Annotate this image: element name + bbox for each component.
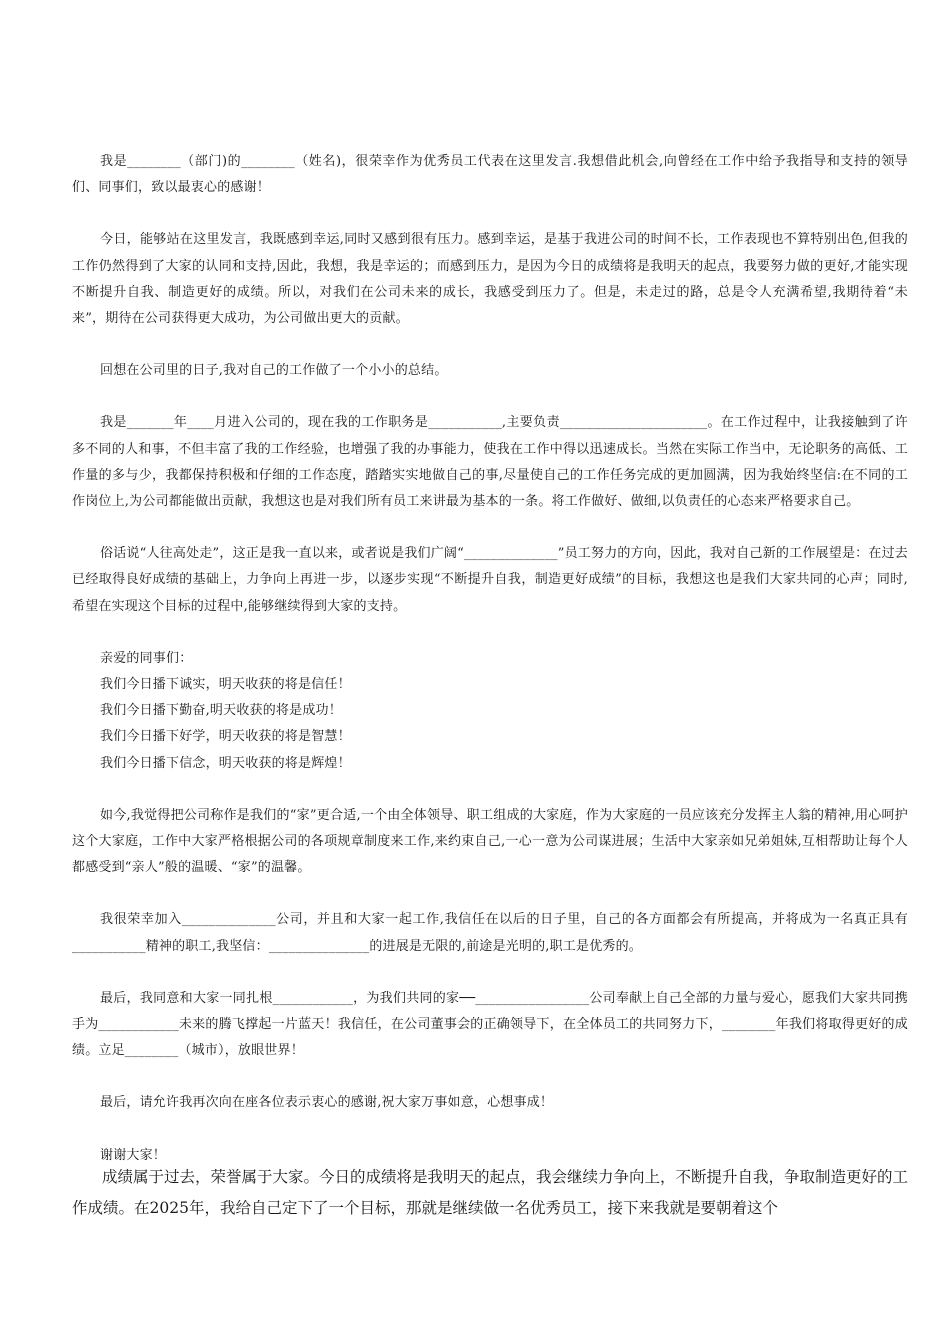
paragraph-gap [72,332,908,358]
paragraph-gap [72,384,908,410]
paragraph-gap [72,1117,908,1143]
paragraph-gap [72,960,908,986]
closing-paragraph: 成绩属于过去，荣誉属于大家。今日的成绩将是我明天的起点，我会继续力争向上，不断提升自我，争取制造更好的工作成绩。在2025年，我给自己定下了一个目标，那就是继续做一名优秀员工，接下来我就是要朝着这个 [72,1168,909,1217]
verse-line: 我们今日播下勤奋,明天收获的将是成功！ [100,703,342,719]
paragraph-company-family: 如今,我觉得把公司称作是我们的“家”更合适,一个由全体领导、职工组成的大家庭，作为大家庭的一员应该充分发挥主人翁的精神,用心呵护这个大家庭，工作中大家严格根据公司的各项规章制度来工作,来约束自己,一心一意为公司谋进展；生活中大家亲如兄弟姐妹,互相帮助让每个人都感受到“亲人”般的温暖、“家”的温馨。 [72,807,908,876]
paragraph-gap [72,515,908,541]
paragraph-final-thanks: 谢谢大家！ [100,1147,167,1163]
verse-line: 我们今日播下信念，明天收获的将是辉煌！ [100,755,351,771]
verse-greeting: 亲爱的同事们： [100,650,193,666]
paragraph-gap [72,201,908,227]
verse-line: 我们今日播下诚实，明天收获的将是信任！ [100,677,351,693]
verse-line: 我们今日播下好学，明天收获的将是智慧！ [100,729,351,745]
speech-body [72,149,908,1169]
paragraph-honor: 我很荣幸加入______________公司，并且和大家一起工作,我信任在以后的日子里，自己的各方面都会有所提高，并将成为一名真正具有___________精神的职工,我坚信：_______________的进展是无限的,前途是光明的,职工是优秀的。 [72,912,908,954]
paragraph-summary-intro: 回想在公司里的日子,我对自己的工作做了一个小小的总结。 [100,363,448,379]
paragraph-intro: 我是________（部门)的________（姓名)，很荣幸作为优秀员工代表在这里发言.我想借此机会,向曾经在工作中给予我指导和支持的领导们、同事们，致以最衷心的感谢！ [72,154,908,196]
paragraph-gap [72,881,908,907]
paragraph-commitment: 最后，我同意和大家一同扎根____________，为我们共同的家──_________________公司奉献上自己全部的力量与爱心，愿我们大家共同携手为____________未来的腾飞撑起一片蓝天！我信任，在公司董事会的正确领导下，在全体员工的共同努力下，________年我们将取得更好的成绩。立足________（城市），放眼世界！ [72,990,908,1059]
paragraph-gap [72,777,908,803]
paragraph-gap [72,1064,908,1090]
paragraph-gap [72,620,908,646]
paragraph-outlook: 俗话说“人往高处走”，这正是我一直以来，或者说是我们广阔“______________”员工努力的方向，因此，我对自己新的工作展望是：在过去已经取得良好成绩的基础上，力争向上再进一步，以逐步实现“不断提升自我，制造更好成绩”的目标，我想这也是我们大家共同的心声；同时,希望在实现这个目标的过程中,能够继续得到大家的支持。 [72,546,908,614]
paragraph-thanks: 最后，请允许我再次向在座各位表示衷心的感谢,祝大家万事如意，心想事成！ [100,1095,554,1111]
paragraph-feelings: 今日，能够站在这里发言，我既感到幸运,同时又感到很有压力。感到幸运，是基于我进公司的时间不长，工作表现也不算特别出色,但我的工作仍然得到了大家的认同和支持,因此，我想，我是幸运的；而感到压力，是因为今日的成绩将是我明天的起点，我要努力做的更好,才能实现不断提升自我、制造更好的成绩。所以，对我们在公司未来的成长，我感受到压力了。但是，未走过的路，总是令人充满希望,我期待着“未来”，期待在公司获得更大成功，为公司做出更大的贡献。 [72,232,908,327]
paragraph-work-summary: 我是_______年____月进入公司的，现在我的工作职务是___________,主要负责______________________。在工作过程中，让我接触到了许多不同的人和事，不但丰富了我的工作经验，也增强了我的办事能力，使我在工作中得以迅速成长。当然在实际工作当中，无论职务的高低、工作量的多与少，我都保持积极和仔细的工作态度，踏踏实实地做自己的事,尽量使自己的工作任务完成的更加圆满，因为我始终坚信:在不同的工作岗位上,为公司都能做出贡献，我想这也是对我们所有员工来讲最为基本的一条。将工作做好、做细,以负责任的心态来严格要求自己。 [72,415,908,510]
verse-block [72,646,908,777]
